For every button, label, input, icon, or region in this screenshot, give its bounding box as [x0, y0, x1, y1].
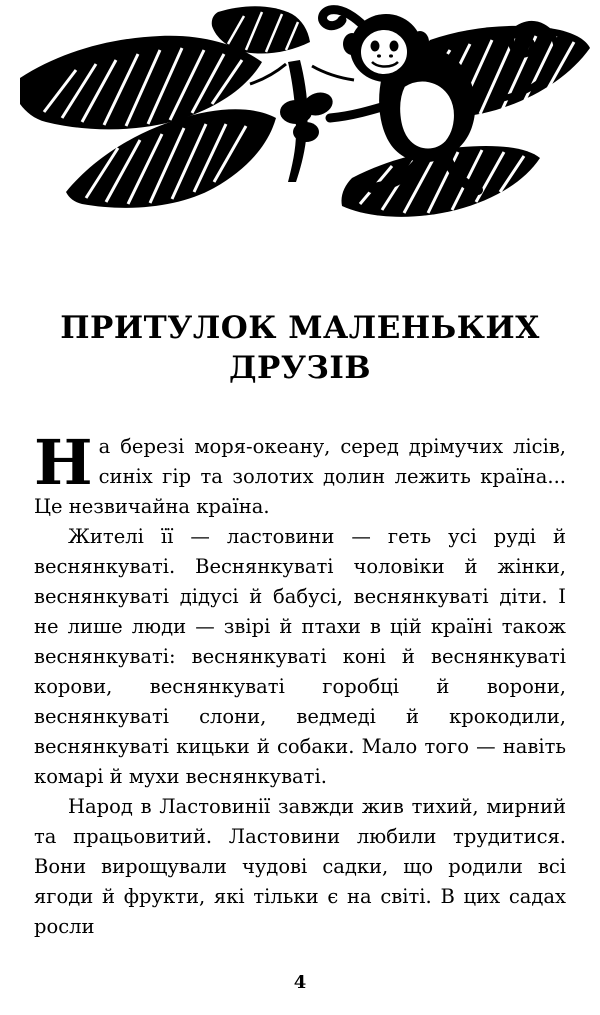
page-title — [0, 308, 600, 388]
chapter-title-line-1: ПРИТУЛОК МАЛЕНЬКИХ — [60, 310, 540, 346]
paragraph-1-text: а березі моря-океану, серед дрімучих лісів, синіх гір та золотих долин лежить країна... Це незвичайна країна. — [34, 435, 566, 518]
paragraph-1 — [34, 426, 566, 522]
page-number: 4 — [293, 972, 307, 993]
chapter-title-line-2: ДРУЗІВ — [228, 350, 372, 386]
drop-cap: Н — [34, 426, 93, 499]
chapter-title-block — [0, 308, 600, 388]
body-text — [34, 426, 566, 942]
paragraph-2: Жителі її — ластовини — геть усі руді й веснянкуваті. Веснянкуваті чоловіки й жінки, веснянкуваті дідусі й бабусі, веснянкуваті діти. І не лише люди — звірі й птахи в цій країні також веснянкуваті: веснянкуваті коні й веснянкуваті корови, веснянкуваті горобці й ворони, веснянкуваті слони, ведмеді й крокодили, веснянкуваті кицьки й собаки. Мало того — навіть комарі й мухи веснянкуваті. — [34, 525, 566, 788]
paragraph-3: Народ в Ластовинії завжди жив тихий, мирний та працьовитий. Ластовини любили трудитися. Вони вирощували чудові садки, що родили всі ягоди й фрукти, які тільки є на світі. В цих садах росли — [34, 795, 566, 938]
monkey-on-palm-leaves-illustration — [0, 0, 600, 245]
